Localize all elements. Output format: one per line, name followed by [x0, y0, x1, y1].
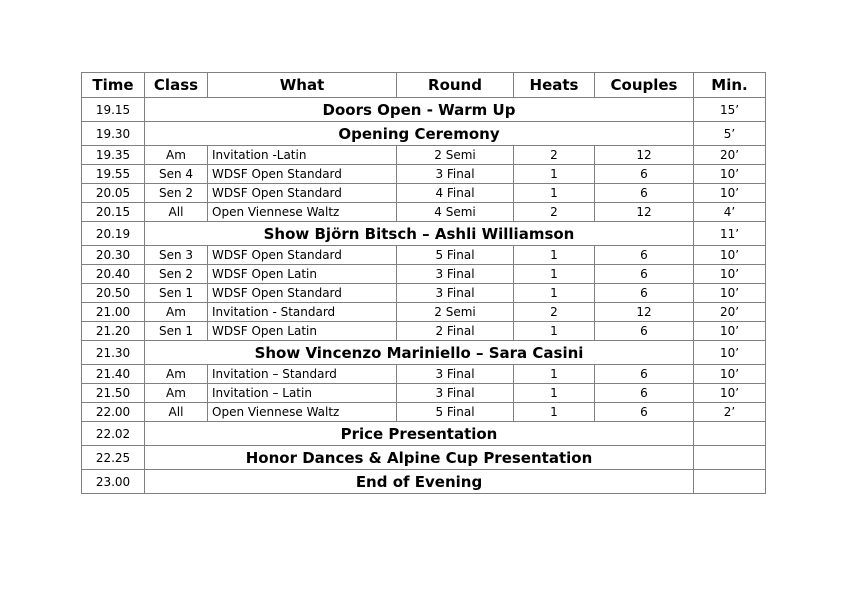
min-cell: 10’ — [694, 384, 766, 403]
what-cell: WDSF Open Standard — [208, 284, 397, 303]
min-cell: 10’ — [694, 322, 766, 341]
header-time: Time — [82, 73, 145, 98]
time-cell: 20.15 — [82, 203, 145, 222]
time-cell: 19.35 — [82, 146, 145, 165]
min-cell — [694, 422, 766, 446]
round-cell: 3 Final — [397, 265, 514, 284]
heats-cell: 1 — [514, 165, 595, 184]
schedule-table — [81, 72, 766, 494]
class-cell: Sen 2 — [145, 265, 208, 284]
time-cell: 20.05 — [82, 184, 145, 203]
heats-cell: 1 — [514, 322, 595, 341]
couples-cell: 6 — [595, 403, 694, 422]
couples-cell: 6 — [595, 384, 694, 403]
min-cell: 20’ — [694, 146, 766, 165]
table-row — [82, 246, 766, 265]
what-cell: WDSF Open Latin — [208, 265, 397, 284]
min-cell — [694, 470, 766, 494]
min-cell: 10’ — [694, 184, 766, 203]
time-cell: 20.30 — [82, 246, 145, 265]
couples-cell: 6 — [595, 284, 694, 303]
couples-cell: 6 — [595, 184, 694, 203]
what-cell: Open Viennese Waltz — [208, 203, 397, 222]
time-cell: 23.00 — [82, 470, 145, 494]
time-cell: 21.50 — [82, 384, 145, 403]
header-heats: Heats — [514, 73, 595, 98]
min-cell: 4’ — [694, 203, 766, 222]
what-cell: WDSF Open Latin — [208, 322, 397, 341]
table-row — [82, 203, 766, 222]
heats-cell: 2 — [514, 303, 595, 322]
round-cell: 3 Final — [397, 284, 514, 303]
min-cell: 11’ — [694, 222, 766, 246]
couples-cell: 6 — [595, 246, 694, 265]
what-cell: Invitation -Latin — [208, 146, 397, 165]
table-row — [82, 384, 766, 403]
time-cell: 19.15 — [82, 98, 145, 122]
event-title: Honor Dances & Alpine Cup Presentation — [145, 446, 694, 470]
table-row — [82, 184, 766, 203]
couples-cell: 6 — [595, 365, 694, 384]
class-cell: Sen 4 — [145, 165, 208, 184]
time-cell: 21.00 — [82, 303, 145, 322]
round-cell: 2 Semi — [397, 303, 514, 322]
round-cell: 3 Final — [397, 365, 514, 384]
round-cell: 2 Semi — [397, 146, 514, 165]
class-cell: Am — [145, 146, 208, 165]
table-row — [82, 322, 766, 341]
min-cell: 15’ — [694, 98, 766, 122]
class-cell: All — [145, 203, 208, 222]
min-cell: 10’ — [694, 246, 766, 265]
min-cell — [694, 446, 766, 470]
min-cell: 20’ — [694, 303, 766, 322]
event-title: End of Evening — [145, 470, 694, 494]
event-row — [82, 98, 766, 122]
what-cell: Open Viennese Waltz — [208, 403, 397, 422]
class-cell: Sen 2 — [145, 184, 208, 203]
header-round: Round — [397, 73, 514, 98]
min-cell: 10’ — [694, 365, 766, 384]
class-cell: Am — [145, 303, 208, 322]
schedule-body — [82, 98, 766, 494]
heats-cell: 1 — [514, 184, 595, 203]
couples-cell: 6 — [595, 322, 694, 341]
event-title: Show Vincenzo Mariniello – Sara Casini — [145, 341, 694, 365]
event-title: Doors Open - Warm Up — [145, 98, 694, 122]
event-row — [82, 422, 766, 446]
heats-cell: 1 — [514, 284, 595, 303]
time-cell: 22.00 — [82, 403, 145, 422]
header-class: Class — [145, 73, 208, 98]
min-cell: 10’ — [694, 284, 766, 303]
event-row — [82, 446, 766, 470]
what-cell: WDSF Open Standard — [208, 184, 397, 203]
header-min: Min. — [694, 73, 766, 98]
event-title: Opening Ceremony — [145, 122, 694, 146]
class-cell: Sen 3 — [145, 246, 208, 265]
event-row — [82, 222, 766, 246]
time-cell: 22.02 — [82, 422, 145, 446]
class-cell: Sen 1 — [145, 284, 208, 303]
table-row — [82, 303, 766, 322]
what-cell: Invitation – Standard — [208, 365, 397, 384]
class-cell: Am — [145, 384, 208, 403]
round-cell: 2 Final — [397, 322, 514, 341]
round-cell: 4 Semi — [397, 203, 514, 222]
couples-cell: 12 — [595, 303, 694, 322]
event-row — [82, 341, 766, 365]
couples-cell: 6 — [595, 265, 694, 284]
time-cell: 21.20 — [82, 322, 145, 341]
class-cell: All — [145, 403, 208, 422]
class-cell: Am — [145, 365, 208, 384]
heats-cell: 1 — [514, 246, 595, 265]
header-couples: Couples — [595, 73, 694, 98]
heats-cell: 2 — [514, 203, 595, 222]
what-cell: Invitation – Latin — [208, 384, 397, 403]
time-cell: 20.19 — [82, 222, 145, 246]
heats-cell: 2 — [514, 146, 595, 165]
heats-cell: 1 — [514, 384, 595, 403]
round-cell: 5 Final — [397, 246, 514, 265]
round-cell: 4 Final — [397, 184, 514, 203]
time-cell: 21.30 — [82, 341, 145, 365]
class-cell: Sen 1 — [145, 322, 208, 341]
round-cell: 3 Final — [397, 165, 514, 184]
time-cell: 20.50 — [82, 284, 145, 303]
min-cell: 5’ — [694, 122, 766, 146]
header-row — [82, 73, 766, 98]
heats-cell: 1 — [514, 365, 595, 384]
event-title: Show Björn Bitsch – Ashli Williamson — [145, 222, 694, 246]
event-row — [82, 122, 766, 146]
header-what: What — [208, 73, 397, 98]
min-cell: 2’ — [694, 403, 766, 422]
event-row — [82, 470, 766, 494]
time-cell: 22.25 — [82, 446, 145, 470]
time-cell: 19.30 — [82, 122, 145, 146]
min-cell: 10’ — [694, 265, 766, 284]
what-cell: WDSF Open Standard — [208, 246, 397, 265]
table-row — [82, 403, 766, 422]
time-cell: 20.40 — [82, 265, 145, 284]
couples-cell: 6 — [595, 165, 694, 184]
what-cell: WDSF Open Standard — [208, 165, 397, 184]
what-cell: Invitation - Standard — [208, 303, 397, 322]
table-row — [82, 165, 766, 184]
event-title: Price Presentation — [145, 422, 694, 446]
table-row — [82, 265, 766, 284]
min-cell: 10’ — [694, 165, 766, 184]
min-cell: 10’ — [694, 341, 766, 365]
table-row — [82, 146, 766, 165]
heats-cell: 1 — [514, 265, 595, 284]
time-cell: 21.40 — [82, 365, 145, 384]
time-cell: 19.55 — [82, 165, 145, 184]
round-cell: 5 Final — [397, 403, 514, 422]
couples-cell: 12 — [595, 203, 694, 222]
couples-cell: 12 — [595, 146, 694, 165]
table-row — [82, 365, 766, 384]
heats-cell: 1 — [514, 403, 595, 422]
table-row — [82, 284, 766, 303]
round-cell: 3 Final — [397, 384, 514, 403]
